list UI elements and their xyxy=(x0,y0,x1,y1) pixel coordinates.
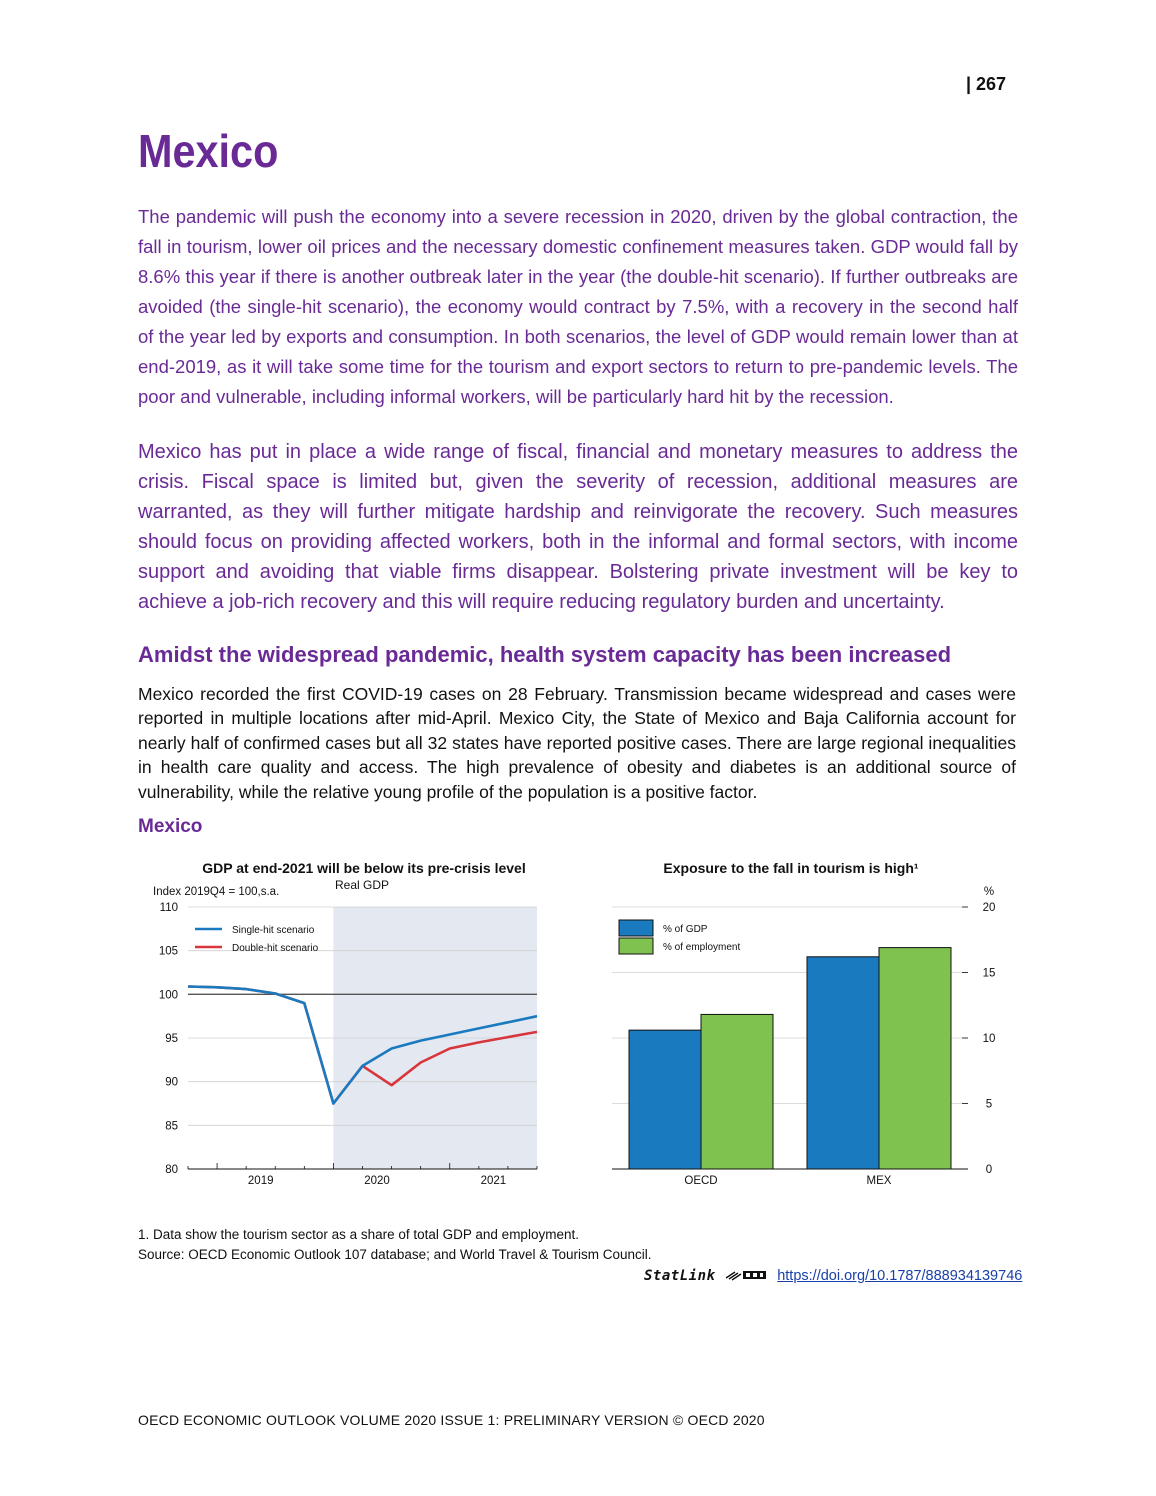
y-tick-label: 20 xyxy=(982,902,996,914)
y-tick-label: 0 xyxy=(985,1164,993,1176)
footnote: 1. Data show the tourism sector as a share of total GDP and employment. xyxy=(138,1227,579,1242)
bar-oecd-employment xyxy=(701,1014,773,1169)
gdp-chart-subtitle: Real GDP xyxy=(334,878,390,892)
bar-mex-employment xyxy=(879,948,951,1169)
intro-paragraph-1: The pandemic will push the economy into a severe recession in 2020, driven by the global contraction, the fall in tourism, lower oil prices and the necessary domestic confinement measures taken. GDP would fall by 8.6% this year if there is another outbreak later in the year (the double-hit scenario). If further outbreaks are avoided (the single-hit scenario), the economy would contract by 7.5%, with a recovery in the second half of the year led by exports and consumption. In both scenarios, the level of GDP would remain lower than at end-2019, as it will take some time for the tourism and export sectors to return to pre-pandemic levels. The poor and vulnerable, including informal workers, will be particularly hard hit by the recession. xyxy=(138,206,1018,407)
legend-label: Single-hit scenario xyxy=(232,925,315,936)
section-body: Mexico recorded the first COVID-19 cases on 28 February. Transmission became widespread and cases were reported in multiple locations after mid-April. Mexico City, the State of Mexico and Baja California account for nearly half of confirmed cases but all 32 states have reported positive cases. There are large regional inequalities in health care quality and access. The high prevalence of obesity and diabetes is an additional source of vulnerability, while the relative young profile of the population is a positive factor. xyxy=(138,684,1016,802)
page-footer: OECD ECONOMIC OUTLOOK VOLUME 2020 ISSUE 1: PRELIMINARY VERSION © OECD 2020 xyxy=(138,1412,765,1428)
legend-swatch xyxy=(619,920,653,936)
figure-title: Mexico xyxy=(138,816,203,837)
page-number: | 267 xyxy=(966,74,1007,94)
y-tick-label: 95 xyxy=(165,1033,178,1045)
y-tick-label: 15 xyxy=(982,967,996,980)
y-tick-label: 100 xyxy=(158,989,178,1002)
legend-label: Double-hit scenario xyxy=(232,943,319,954)
tourism-chart-title: Exposure to the fall in tourism is high¹ xyxy=(663,860,919,876)
intro-paragraph-2: Mexico has put in place a wide range of fiscal, financial and monetary measures to address the crisis. Fiscal space is limited but, given the severity of recession, additional measures are warranted, as they will further mitigate hardship and reinvigorate the recovery. Such measures should focus on providing affected workers, both in the informal and formal sectors, with income support and avoiding that viable firms disappear. Bolstering private investment will be key to achieve a job-rich recovery and this will require reducing regulatory burden and uncertainty. xyxy=(138,441,1018,613)
bar-oecd-gdp xyxy=(629,1030,701,1169)
source-note: Source: OECD Economic Outlook 107 database; and World Travel & Tourism Council. xyxy=(138,1247,652,1262)
gdp-line-chart xyxy=(138,852,558,1197)
y-tick-label: 110 xyxy=(159,902,178,914)
x-tick-label: 2021 xyxy=(480,1175,507,1187)
x-tick-label: MEX xyxy=(866,1175,892,1187)
x-tick-label: 2020 xyxy=(364,1175,390,1187)
x-tick-label: 2019 xyxy=(247,1175,274,1187)
legend-swatch xyxy=(619,938,653,954)
tourism-chart-ylabel: % xyxy=(983,886,995,898)
bar-mex-gdp xyxy=(807,957,879,1169)
statlink-label: StatLink xyxy=(644,1268,716,1284)
section-heading: Amidst the widespread pandemic, health system capacity has been increased xyxy=(138,642,952,667)
y-tick-label: 90 xyxy=(165,1076,178,1089)
y-tick-label: 80 xyxy=(165,1164,178,1176)
statlink-url-link[interactable]: https://doi.org/10.1787/888934139746 xyxy=(777,1268,1023,1284)
tourism-bar-chart xyxy=(600,852,1020,1197)
x-tick-label: OECD xyxy=(684,1175,718,1187)
y-tick-label: 105 xyxy=(158,945,178,958)
y-tick-label: 10 xyxy=(982,1033,996,1045)
legend-label: % of employment xyxy=(663,942,741,953)
statlink-logo-icon xyxy=(725,1268,767,1284)
gdp-chart-title: GDP at end-2021 will be below its pre-crisis level xyxy=(202,860,526,876)
statlink xyxy=(644,1267,1022,1284)
legend-label: % of GDP xyxy=(663,924,708,935)
gdp-chart-ylabel: Index 2019Q4 = 100,s.a. xyxy=(153,886,280,898)
y-tick-label: 85 xyxy=(165,1120,178,1133)
page-title: Mexico xyxy=(138,125,279,177)
y-tick-label: 5 xyxy=(985,1098,993,1111)
